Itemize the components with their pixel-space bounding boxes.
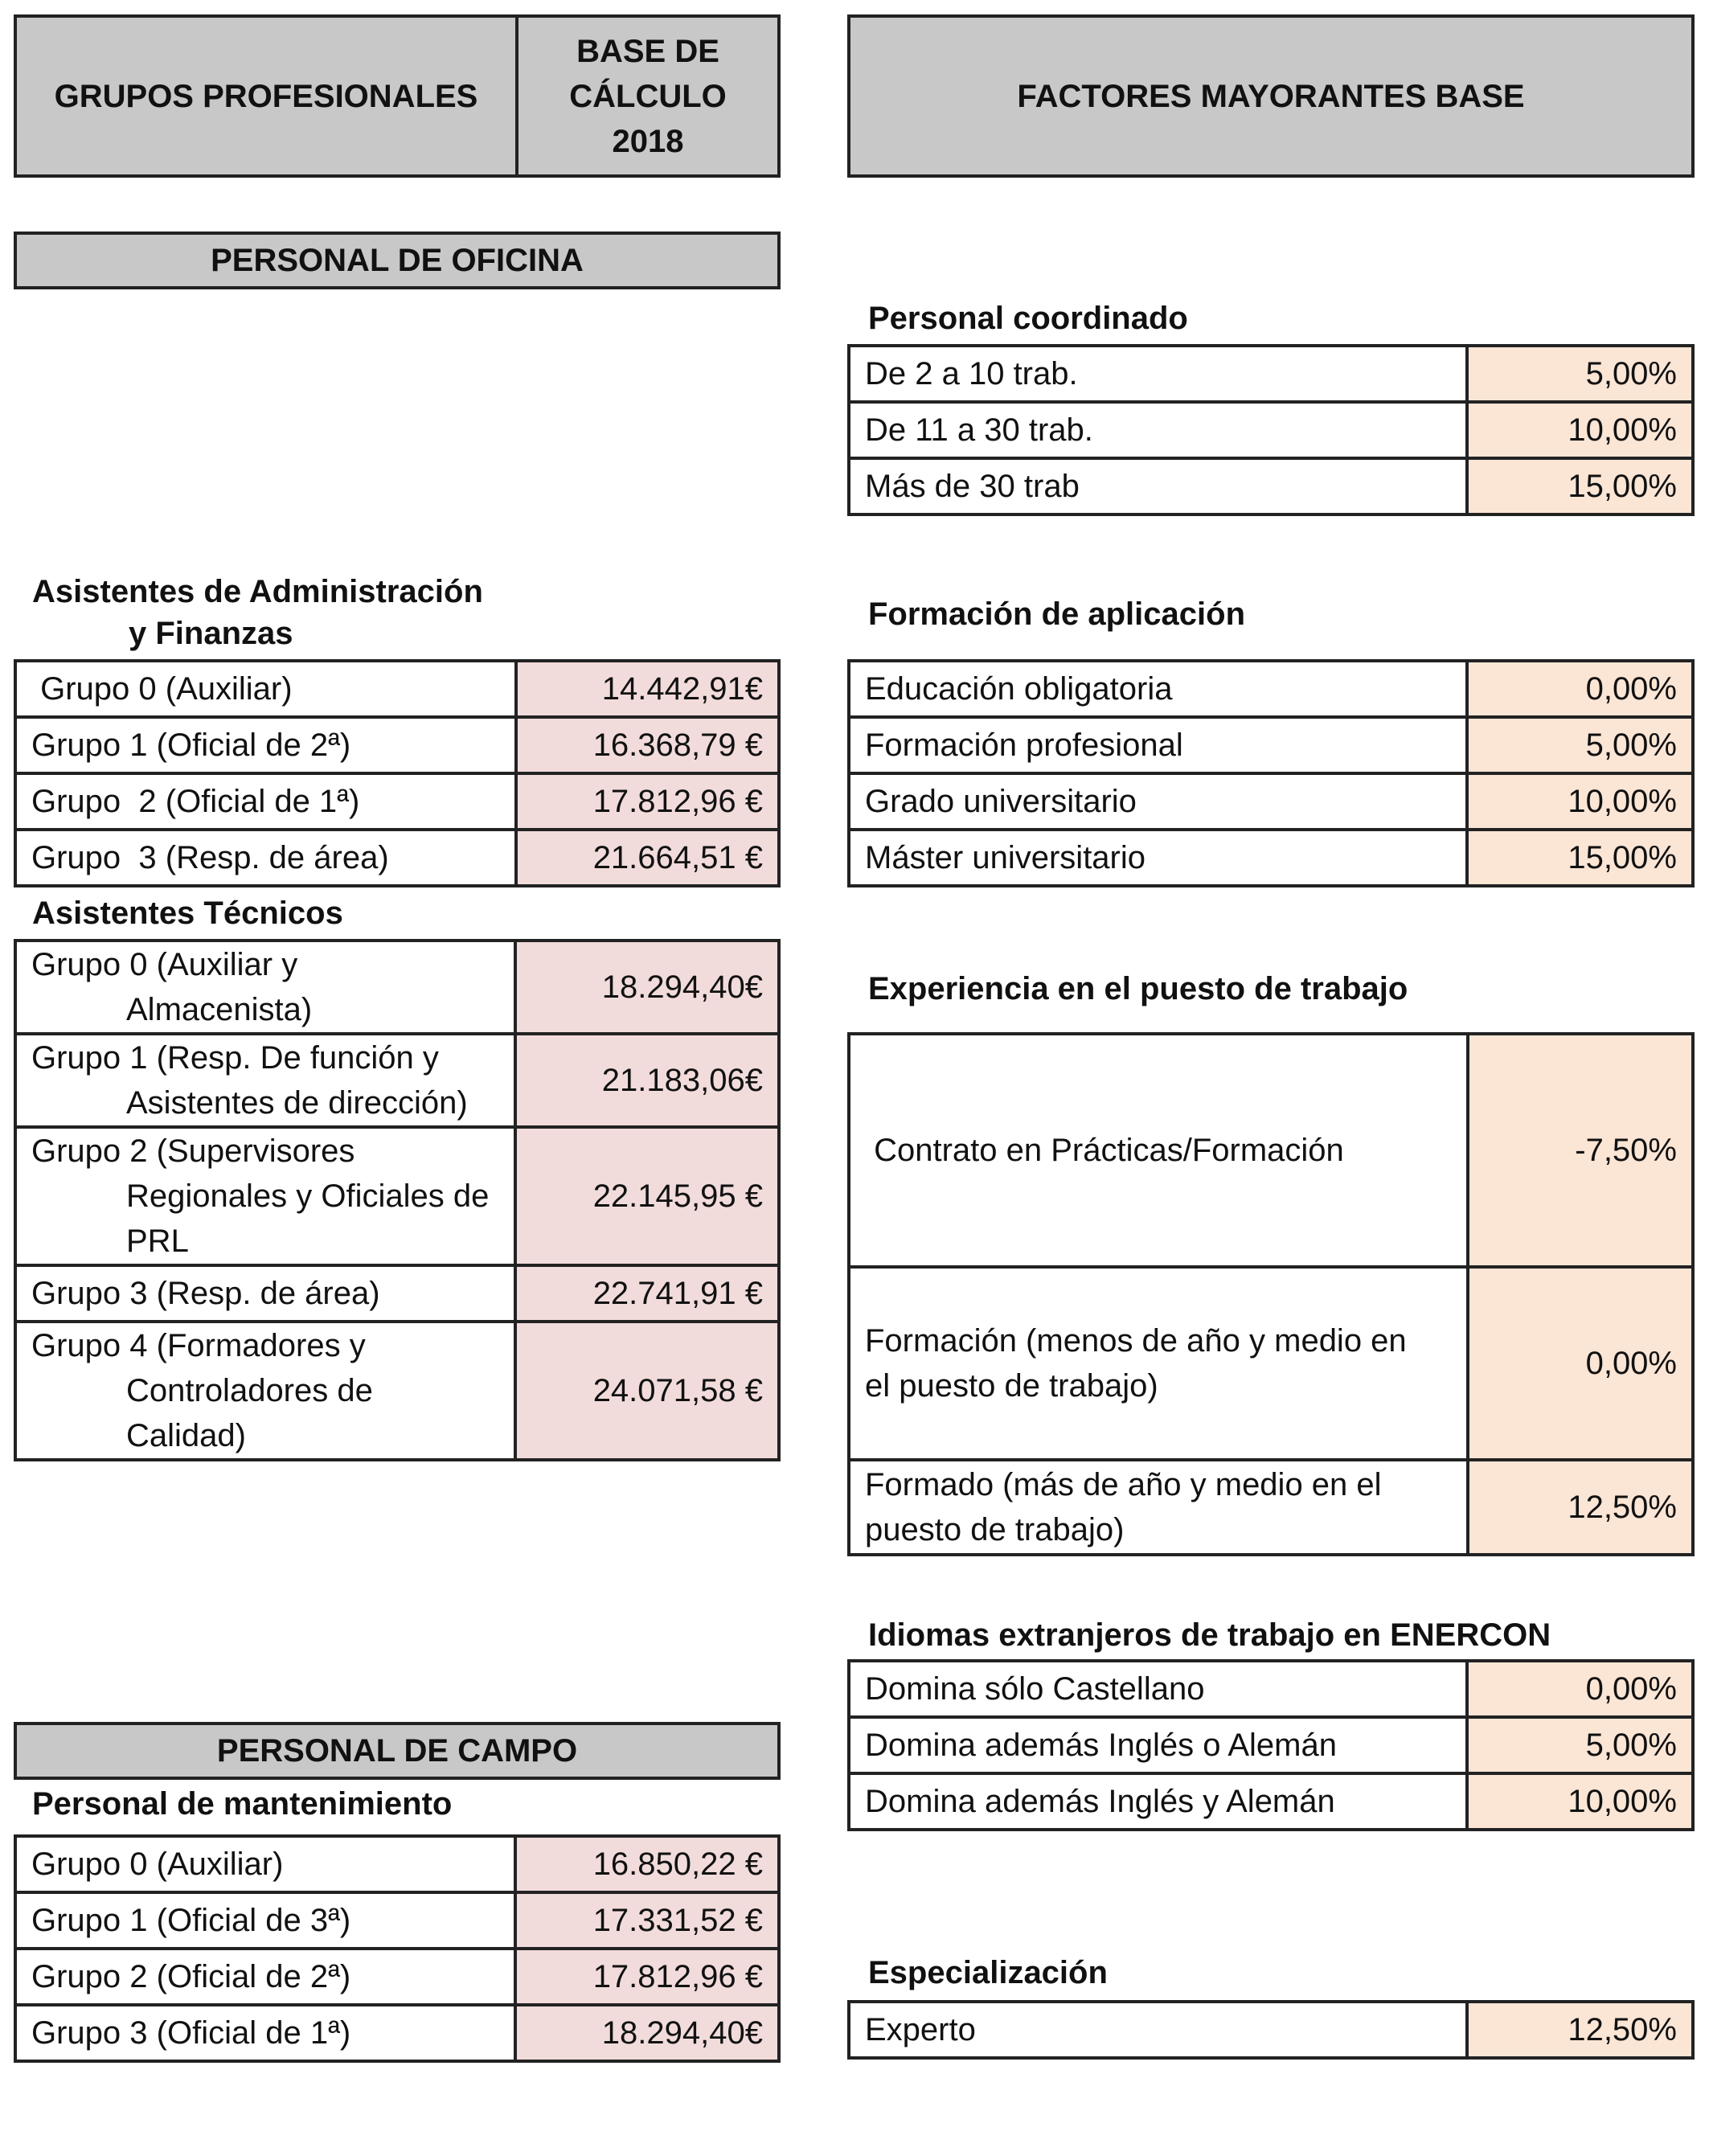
row-label: Grupo 1 (Oficial de 2ª) <box>15 717 516 773</box>
row-label: Máster universitario <box>849 830 1467 886</box>
row-label <box>15 1322 515 1460</box>
table-row <box>15 1949 779 2005</box>
subsection-admin-finanzas <box>32 571 483 654</box>
row-value: 22.145,95 € <box>515 1127 779 1265</box>
row-label: Grupo 0 (Auxiliar) <box>15 1836 515 1892</box>
row-label: Experto <box>849 2002 1467 2058</box>
row-label-line1: Grupo 1 (Resp. De función y <box>31 1040 439 1076</box>
row-label <box>15 1034 515 1127</box>
row-value: 17.812,96 € <box>515 1949 779 2005</box>
table-row <box>15 661 779 717</box>
factor-coordinado-label: Personal coordinado <box>868 301 1188 336</box>
row-label-line2: Controladores de <box>126 1373 373 1408</box>
factor-idiomas-label: Idiomas extranjeros de trabajo en ENERCON <box>868 1617 1551 1653</box>
subsection-mantenimiento-label: Personal de mantenimiento <box>32 1786 453 1822</box>
table-row <box>15 773 779 830</box>
row-value: 24.071,58 € <box>515 1322 779 1460</box>
subsection-asistentes-tecnicos <box>32 892 343 934</box>
row-label: Grupo 0 (Auxiliar) <box>15 661 516 717</box>
row-label: Educación obligatoria <box>849 661 1467 717</box>
row-label: Domina sólo Castellano <box>849 1661 1467 1717</box>
row-value: 21.183,06€ <box>515 1034 779 1127</box>
table-row <box>15 2005 779 2061</box>
row-value: 10,00% <box>1467 773 1693 830</box>
header-factores-label: FACTORES MAYORANTES BASE <box>1017 78 1525 114</box>
table-personal-coordinado <box>847 344 1695 516</box>
header-factores-mayorantes <box>847 14 1695 178</box>
table-row <box>849 2002 1693 2058</box>
row-value: 12,50% <box>1468 1460 1693 1555</box>
row-label-line2: el puesto de trabajo) <box>865 1368 1158 1404</box>
row-label-line2: Almacenista) <box>126 992 313 1027</box>
row-label-line2: Regionales y Oficiales de <box>126 1178 490 1214</box>
subsection-personal-mantenimiento <box>32 1783 452 1825</box>
subsection-admin-line1: Asistentes de Administración <box>32 574 483 609</box>
table-row <box>849 1034 1693 1267</box>
section-personal-campo-label: PERSONAL DE CAMPO <box>216 1733 578 1769</box>
factor-idiomas-title <box>868 1614 1551 1656</box>
row-label: Grado universitario <box>849 773 1467 830</box>
row-value: -7,50% <box>1468 1034 1693 1267</box>
table-row <box>849 1773 1693 1830</box>
table-row <box>15 1127 779 1265</box>
row-label <box>15 941 515 1034</box>
factor-especializacion-label: Especialización <box>868 1955 1108 1990</box>
row-label: Domina además Inglés y Alemán <box>849 1773 1467 1830</box>
table-admin-finanzas <box>14 659 781 887</box>
row-value: 0,00% <box>1468 1267 1693 1460</box>
row-value: 5,00% <box>1467 1717 1693 1773</box>
subsection-tecnicos-label: Asistentes Técnicos <box>32 896 343 931</box>
row-label <box>15 1127 515 1265</box>
row-label: Grupo 3 (Resp. de área) <box>15 1265 515 1322</box>
row-label: Contrato en Prácticas/Formación <box>849 1034 1468 1267</box>
row-value: 12,50% <box>1467 2002 1693 2058</box>
row-value: 22.741,91 € <box>515 1265 779 1322</box>
row-value: 17.331,52 € <box>515 1892 779 1949</box>
row-label: Formación profesional <box>849 717 1467 773</box>
table-idiomas <box>847 1659 1695 1831</box>
header-grupos-profesionales <box>14 14 518 178</box>
table-row <box>849 1460 1693 1555</box>
row-value: 5,00% <box>1467 717 1693 773</box>
header-grupos-label: GRUPOS PROFESIONALES <box>54 78 478 114</box>
row-label: De 2 a 10 trab. <box>849 346 1467 402</box>
table-row <box>849 773 1693 830</box>
row-value: 18.294,40€ <box>515 941 779 1034</box>
factor-formacion-label: Formación de aplicación <box>868 596 1246 632</box>
header-base-calculo <box>515 14 781 178</box>
table-row <box>15 1034 779 1127</box>
table-row <box>849 1717 1693 1773</box>
row-label: Domina además Inglés o Alemán <box>849 1717 1467 1773</box>
header-base-line1: BASE DE <box>576 33 719 69</box>
row-value: 15,00% <box>1467 458 1693 514</box>
table-row <box>849 458 1693 514</box>
row-value: 17.812,96 € <box>516 773 779 830</box>
row-value: 14.442,91€ <box>516 661 779 717</box>
table-row <box>15 1265 779 1322</box>
table-row <box>849 717 1693 773</box>
table-row <box>15 830 779 886</box>
table-personal-mantenimiento <box>14 1834 781 2063</box>
row-label: Grupo 1 (Oficial de 3ª) <box>15 1892 515 1949</box>
table-row <box>15 1322 779 1460</box>
row-value: 5,00% <box>1467 346 1693 402</box>
row-label: Más de 30 trab <box>849 458 1467 514</box>
row-label-line1: Grupo 4 (Formadores y <box>31 1328 366 1363</box>
row-value: 0,00% <box>1467 661 1693 717</box>
table-experiencia <box>847 1032 1695 1556</box>
row-label-line1: Grupo 0 (Auxiliar y <box>31 947 298 982</box>
table-row <box>15 1892 779 1949</box>
row-value: 16.368,79 € <box>516 717 779 773</box>
table-row <box>15 717 779 773</box>
section-personal-oficina-label: PERSONAL DE OFICINA <box>211 243 584 278</box>
row-value: 21.664,51 € <box>516 830 779 886</box>
header-base-line3: 2018 <box>612 123 684 159</box>
row-label: Grupo 2 (Oficial de 1ª) <box>15 773 516 830</box>
table-row <box>849 1267 1693 1460</box>
row-label: Grupo 3 (Oficial de 1ª) <box>15 2005 515 2061</box>
table-row <box>849 1661 1693 1717</box>
table-formacion-aplicacion <box>847 659 1695 887</box>
row-label-line1: Formación (menos de año y medio en <box>865 1323 1407 1359</box>
row-label: De 11 a 30 trab. <box>849 402 1467 458</box>
row-value: 16.850,22 € <box>515 1836 779 1892</box>
factor-experiencia-title <box>868 968 1408 1010</box>
row-value: 0,00% <box>1467 1661 1693 1717</box>
section-personal-campo <box>14 1722 781 1780</box>
row-value: 18.294,40€ <box>515 2005 779 2061</box>
row-label-line2: Asistentes de dirección) <box>126 1085 468 1121</box>
row-label: Grupo 3 (Resp. de área) <box>15 830 516 886</box>
factor-especializacion-title <box>868 1952 1108 1994</box>
table-asistentes-tecnicos <box>14 939 781 1461</box>
table-row <box>849 402 1693 458</box>
table-row <box>849 661 1693 717</box>
table-row <box>849 346 1693 402</box>
row-label-line1: Grupo 2 (Supervisores <box>31 1133 355 1169</box>
factor-experiencia-label: Experiencia en el puesto de trabajo <box>868 971 1408 1006</box>
header-base-line2: CÁLCULO <box>569 78 727 114</box>
row-label <box>849 1267 1468 1460</box>
row-label <box>849 1460 1468 1555</box>
row-label-line3: PRL <box>126 1224 189 1259</box>
row-value: 10,00% <box>1467 402 1693 458</box>
table-row <box>849 830 1693 886</box>
table-row <box>15 1836 779 1892</box>
row-value: 15,00% <box>1467 830 1693 886</box>
row-label-line2: puesto de trabajo) <box>865 1512 1125 1547</box>
row-label-line3: Calidad) <box>126 1418 246 1453</box>
row-value: 10,00% <box>1467 1773 1693 1830</box>
row-label: Grupo 2 (Oficial de 2ª) <box>15 1949 515 2005</box>
row-label-line1: Formado (más de año y medio en el <box>865 1467 1382 1502</box>
table-row <box>15 941 779 1034</box>
subsection-admin-line2: y Finanzas <box>129 616 293 651</box>
factor-formacion-aplicacion-title <box>868 593 1245 635</box>
table-especializacion <box>847 2000 1695 2060</box>
factor-personal-coordinado-title <box>868 297 1188 339</box>
section-personal-oficina <box>14 232 781 289</box>
